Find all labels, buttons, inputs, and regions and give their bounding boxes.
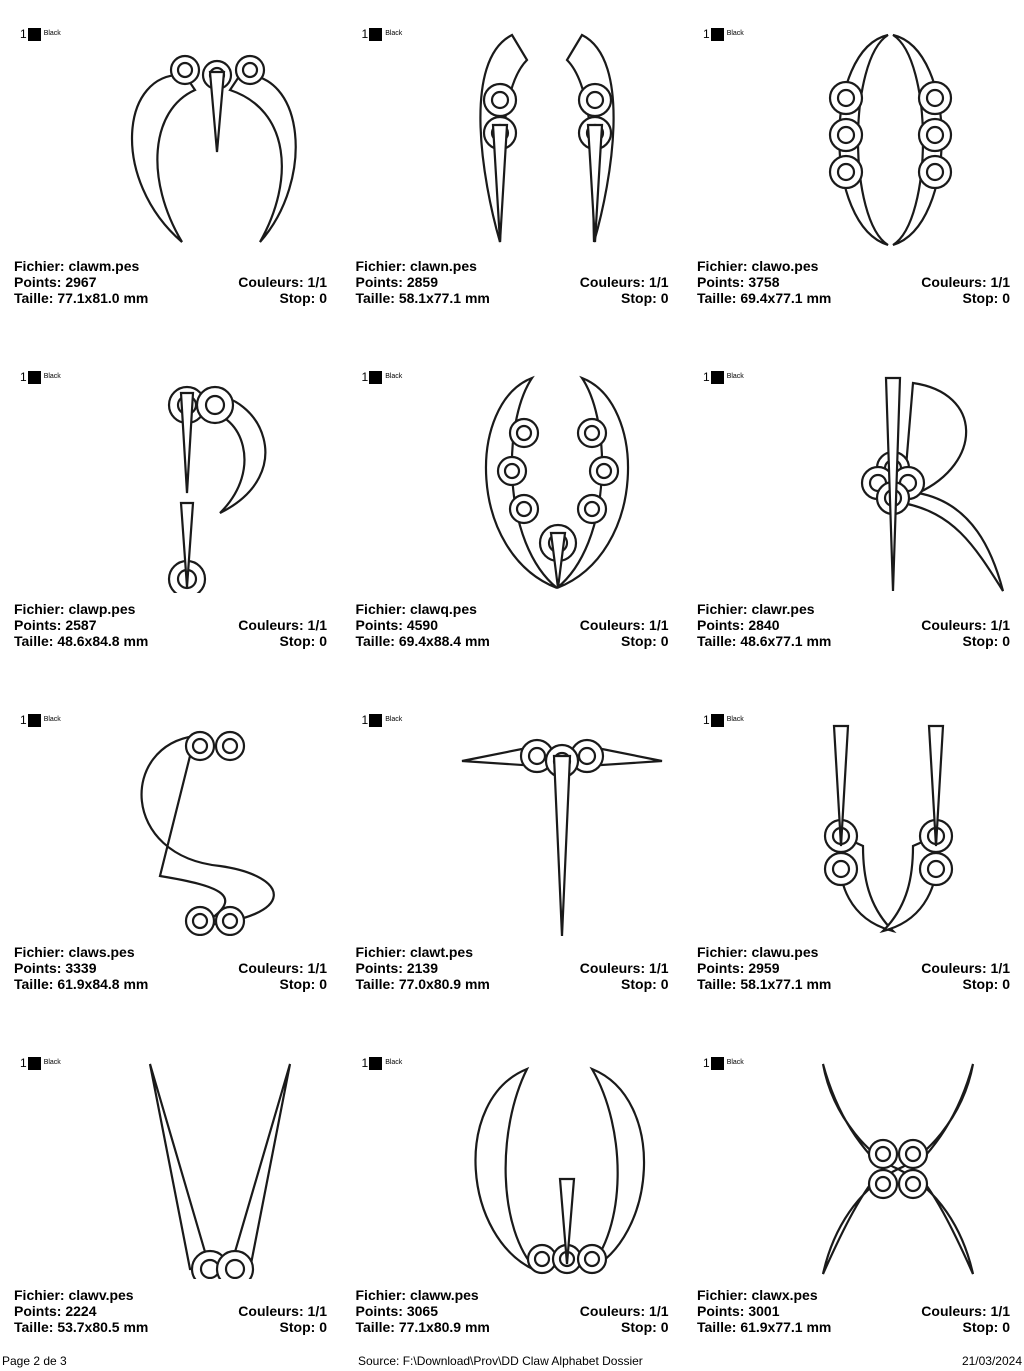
design-card: [683, 686, 1024, 1028]
points-label: Points:: [355, 274, 403, 290]
size-label: Taille:: [14, 1319, 54, 1335]
colors-line: [580, 617, 669, 633]
file-line: [697, 944, 818, 960]
stop-line: [280, 976, 327, 992]
file-label: Fichier:: [697, 258, 748, 274]
page-number: Page 2 de 3: [2, 1354, 67, 1368]
size-line: [697, 633, 831, 649]
color-swatch: [711, 371, 724, 384]
stop-line: [621, 290, 668, 306]
color-name: Black: [726, 30, 744, 37]
points-line: [14, 1303, 97, 1319]
file-name: clawx.pes: [751, 1287, 818, 1303]
colors-label: Couleurs:: [238, 1303, 304, 1319]
file-line: [14, 601, 135, 617]
colors-label: Couleurs:: [921, 274, 987, 290]
colors-value: 1/1: [307, 1303, 327, 1319]
file-label: Fichier:: [14, 258, 65, 274]
colors-label: Couleurs:: [238, 617, 304, 633]
color-swatch: [369, 1057, 382, 1070]
colors-label: Couleurs:: [921, 617, 987, 633]
source-path: Source: F:\Download\Prov\DD Claw Alphabet Dossier: [358, 1354, 643, 1368]
size-label: Taille:: [355, 976, 395, 992]
points-value: 3758: [748, 274, 780, 290]
size-label: Taille:: [14, 976, 54, 992]
colors-line: [580, 960, 669, 976]
file-name: clawo.pes: [751, 258, 819, 274]
design-card: [0, 343, 342, 685]
design-info: [356, 258, 669, 306]
color-index: 1: [361, 713, 369, 727]
claw-letter-m-image: [100, 30, 340, 250]
size-value: 48.6x84.8 mm: [57, 633, 149, 649]
file-name: clawv.pes: [68, 1287, 134, 1303]
colors-line: [238, 617, 327, 633]
color-name: Black: [43, 716, 61, 723]
points-line: [697, 1303, 780, 1319]
colors-value: 1/1: [649, 617, 669, 633]
size-value: 53.7x80.5 mm: [57, 1319, 149, 1335]
stop-line: [621, 1319, 668, 1335]
size-line: [14, 976, 148, 992]
color-swatch: [369, 28, 382, 41]
stop-label: Stop:: [962, 290, 999, 306]
stop-value: 0: [660, 633, 669, 649]
design-card: [0, 0, 342, 342]
print-date: 21/03/2024: [961, 1354, 1022, 1368]
points-value: 2587: [65, 617, 97, 633]
file-name: clawm.pes: [68, 258, 140, 274]
stop-line: [963, 633, 1010, 649]
file-name: claws.pes: [68, 944, 135, 960]
file-name: clawq.pes: [409, 601, 477, 617]
points-value: 4590: [406, 617, 438, 633]
stop-label: Stop:: [962, 976, 999, 992]
points-label: Points:: [355, 960, 403, 976]
color-name: Black: [43, 30, 61, 37]
file-line: [356, 258, 477, 274]
colors-line: [921, 960, 1010, 976]
points-label: Points:: [14, 274, 62, 290]
size-value: 77.1x80.9 mm: [398, 1319, 490, 1335]
file-line: [356, 1287, 479, 1303]
stop-line: [963, 1319, 1010, 1335]
stop-line: [280, 290, 327, 306]
points-value: 3001: [748, 1303, 780, 1319]
size-value: 58.1x77.1 mm: [740, 976, 832, 992]
points-line: [14, 617, 97, 633]
size-label: Taille:: [355, 1319, 395, 1335]
design-info: [14, 601, 327, 649]
design-info: [14, 1287, 327, 1335]
color-swatch: [369, 371, 382, 384]
colors-label: Couleurs:: [921, 960, 987, 976]
design-card: [342, 686, 684, 1028]
stop-label: Stop:: [279, 976, 316, 992]
stop-value: 0: [1002, 1319, 1010, 1335]
stop-value: 0: [1002, 290, 1010, 306]
color-name: Black: [385, 1059, 403, 1066]
stop-value: 0: [319, 976, 327, 992]
file-line: [356, 944, 474, 960]
color-swatch: [28, 1057, 41, 1070]
stop-label: Stop:: [621, 290, 657, 306]
claw-letter-s-image: [100, 716, 340, 936]
design-card: [0, 686, 342, 1028]
colors-value: 1/1: [990, 617, 1010, 633]
design-card: [683, 0, 1024, 342]
color-index: 1: [703, 1056, 710, 1070]
size-line: [14, 1319, 148, 1335]
stop-label: Stop:: [279, 633, 316, 649]
stop-line: [963, 976, 1010, 992]
colors-line: [238, 274, 327, 290]
file-line: [14, 258, 139, 274]
size-label: Taille:: [697, 1319, 737, 1335]
color-swatch-row: [703, 1056, 744, 1070]
points-value: 2840: [748, 617, 780, 633]
stop-value: 0: [1002, 633, 1010, 649]
file-name: clawu.pes: [751, 944, 819, 960]
design-card: [0, 1029, 342, 1371]
colors-label: Couleurs:: [579, 274, 646, 290]
design-info: [356, 601, 669, 649]
claw-letter-r-image: [783, 373, 1023, 593]
color-name: Black: [726, 1059, 744, 1066]
stop-value: 0: [660, 290, 669, 306]
file-label: Fichier:: [697, 944, 748, 960]
size-line: [356, 633, 490, 649]
color-swatch-row: [20, 27, 61, 41]
stop-value: 0: [319, 1319, 327, 1335]
points-line: [356, 617, 439, 633]
design-card: [342, 343, 684, 685]
color-name: Black: [726, 716, 744, 723]
color-name: Black: [385, 373, 403, 380]
stop-label: Stop:: [962, 1319, 999, 1335]
color-name: Black: [726, 373, 744, 380]
size-line: [14, 633, 148, 649]
colors-value: 1/1: [649, 274, 669, 290]
points-line: [356, 274, 439, 290]
points-line: [697, 274, 780, 290]
points-label: Points:: [14, 1303, 62, 1319]
color-swatch-row: [703, 713, 744, 727]
claw-letter-w-image: [442, 1059, 682, 1279]
colors-label: Couleurs:: [238, 960, 304, 976]
colors-value: 1/1: [649, 1303, 669, 1319]
size-value: 48.6x77.1 mm: [740, 633, 832, 649]
colors-label: Couleurs:: [579, 1303, 646, 1319]
points-value: 3339: [65, 960, 97, 976]
size-label: Taille:: [697, 633, 737, 649]
colors-value: 1/1: [990, 274, 1010, 290]
stop-line: [963, 290, 1010, 306]
points-value: 2224: [65, 1303, 97, 1319]
size-line: [356, 976, 490, 992]
color-swatch: [711, 28, 724, 41]
design-info: [697, 1287, 1010, 1335]
file-label: Fichier:: [697, 1287, 748, 1303]
color-name: Black: [43, 373, 61, 380]
stop-label: Stop:: [962, 633, 999, 649]
file-label: Fichier:: [355, 944, 407, 960]
size-value: 77.0x80.9 mm: [398, 976, 490, 992]
stop-line: [621, 976, 668, 992]
color-swatch: [28, 714, 41, 727]
points-value: 2859: [406, 274, 438, 290]
points-label: Points:: [697, 1303, 745, 1319]
points-label: Points:: [14, 960, 62, 976]
color-index: 1: [20, 27, 27, 41]
points-value: 2959: [748, 960, 780, 976]
points-line: [356, 960, 439, 976]
stop-value: 0: [1002, 976, 1010, 992]
size-value: 69.4x77.1 mm: [740, 290, 832, 306]
claw-letter-n-image: [442, 30, 682, 250]
claw-letter-q-image: [442, 373, 682, 593]
stop-label: Stop:: [279, 290, 316, 306]
stop-line: [280, 633, 327, 649]
colors-line: [580, 274, 669, 290]
file-label: Fichier:: [14, 1287, 65, 1303]
color-index: 1: [20, 713, 27, 727]
stop-line: [621, 633, 668, 649]
color-index: 1: [361, 1056, 369, 1070]
color-swatch: [28, 28, 41, 41]
color-swatch: [711, 714, 724, 727]
color-swatch: [369, 714, 382, 727]
file-name: clawp.pes: [68, 601, 136, 617]
color-name: Black: [385, 30, 403, 37]
color-index: 1: [703, 713, 710, 727]
color-swatch-row: [362, 27, 403, 41]
file-name: clawr.pes: [751, 601, 815, 617]
color-swatch-row: [362, 370, 403, 384]
stop-label: Stop:: [279, 1319, 316, 1335]
size-label: Taille:: [355, 633, 395, 649]
color-swatch-row: [20, 1056, 61, 1070]
size-line: [356, 1319, 490, 1335]
points-value: 3065: [406, 1303, 438, 1319]
size-line: [356, 290, 490, 306]
size-label: Taille:: [14, 290, 54, 306]
file-label: Fichier:: [355, 601, 407, 617]
file-label: Fichier:: [355, 258, 407, 274]
color-swatch-row: [703, 27, 744, 41]
claw-letter-u-image: [783, 716, 1023, 936]
claw-letter-v-image: [100, 1059, 340, 1279]
points-label: Points:: [697, 960, 745, 976]
colors-line: [580, 1303, 669, 1319]
file-line: [356, 601, 477, 617]
size-line: [697, 1319, 831, 1335]
size-line: [14, 290, 148, 306]
file-label: Fichier:: [697, 601, 748, 617]
file-line: [697, 601, 815, 617]
design-info: [356, 944, 669, 992]
points-line: [14, 960, 97, 976]
design-card: [683, 343, 1024, 685]
color-swatch-row: [362, 1056, 403, 1070]
points-label: Points:: [14, 617, 62, 633]
colors-line: [238, 960, 327, 976]
design-info: [14, 944, 327, 992]
color-swatch-row: [703, 370, 744, 384]
claw-letter-t-image: [442, 716, 682, 936]
design-info: [697, 258, 1010, 306]
colors-label: Couleurs:: [921, 1303, 987, 1319]
color-index: 1: [20, 1056, 27, 1070]
points-value: 2967: [65, 274, 97, 290]
file-label: Fichier:: [14, 601, 65, 617]
points-line: [14, 274, 97, 290]
colors-value: 1/1: [307, 617, 327, 633]
file-name: clawn.pes: [409, 258, 477, 274]
colors-value: 1/1: [307, 960, 327, 976]
file-name: claww.pes: [409, 1287, 479, 1303]
color-swatch-row: [20, 370, 61, 384]
points-line: [697, 617, 780, 633]
color-swatch-row: [362, 713, 403, 727]
stop-value: 0: [660, 976, 669, 992]
colors-line: [921, 617, 1010, 633]
size-label: Taille:: [14, 633, 54, 649]
color-name: Black: [385, 716, 403, 723]
file-line: [14, 1287, 134, 1303]
file-label: Fichier:: [355, 1287, 407, 1303]
points-value: 2139: [406, 960, 438, 976]
claw-letter-x-image: [783, 1059, 1023, 1279]
size-value: 77.1x81.0 mm: [57, 290, 149, 306]
color-name: Black: [43, 1059, 61, 1066]
points-label: Points:: [355, 617, 403, 633]
size-value: 61.9x84.8 mm: [57, 976, 149, 992]
colors-label: Couleurs:: [238, 274, 304, 290]
file-label: Fichier:: [14, 944, 65, 960]
size-line: [697, 290, 831, 306]
colors-label: Couleurs:: [579, 960, 646, 976]
design-info: [697, 601, 1010, 649]
points-label: Points:: [355, 1303, 403, 1319]
colors-line: [921, 1303, 1010, 1319]
colors-value: 1/1: [990, 1303, 1010, 1319]
file-name: clawt.pes: [409, 944, 473, 960]
file-line: [14, 944, 135, 960]
color-swatch-row: [20, 713, 61, 727]
size-value: 61.9x77.1 mm: [740, 1319, 832, 1335]
stop-line: [280, 1319, 327, 1335]
colors-line: [921, 274, 1010, 290]
design-card: [683, 1029, 1024, 1371]
color-index: 1: [361, 27, 369, 41]
design-card: [342, 1029, 684, 1371]
colors-value: 1/1: [649, 960, 669, 976]
colors-label: Couleurs:: [579, 617, 646, 633]
claw-letter-o-image: [783, 30, 1023, 250]
stop-value: 0: [319, 290, 327, 306]
size-label: Taille:: [355, 290, 395, 306]
size-value: 58.1x77.1 mm: [398, 290, 490, 306]
colors-value: 1/1: [990, 960, 1010, 976]
file-line: [697, 258, 818, 274]
points-label: Points:: [697, 274, 745, 290]
size-line: [697, 976, 831, 992]
points-label: Points:: [697, 617, 745, 633]
stop-value: 0: [319, 633, 327, 649]
design-info: [697, 944, 1010, 992]
color-index: 1: [20, 370, 27, 384]
size-label: Taille:: [697, 976, 737, 992]
file-line: [697, 1287, 818, 1303]
color-swatch: [711, 1057, 724, 1070]
points-line: [697, 960, 780, 976]
points-line: [356, 1303, 439, 1319]
design-card: [342, 0, 684, 342]
colors-line: [238, 1303, 327, 1319]
color-swatch: [28, 371, 41, 384]
colors-value: 1/1: [307, 274, 327, 290]
size-label: Taille:: [697, 290, 737, 306]
stop-label: Stop:: [621, 633, 657, 649]
size-value: 69.4x88.4 mm: [398, 633, 490, 649]
stop-label: Stop:: [621, 976, 657, 992]
design-info: [356, 1287, 669, 1335]
stop-label: Stop:: [621, 1319, 657, 1335]
stop-value: 0: [660, 1319, 669, 1335]
color-index: 1: [703, 27, 710, 41]
claw-letter-p-image: [100, 373, 340, 593]
design-info: [14, 258, 327, 306]
color-index: 1: [361, 370, 369, 384]
color-index: 1: [703, 370, 710, 384]
